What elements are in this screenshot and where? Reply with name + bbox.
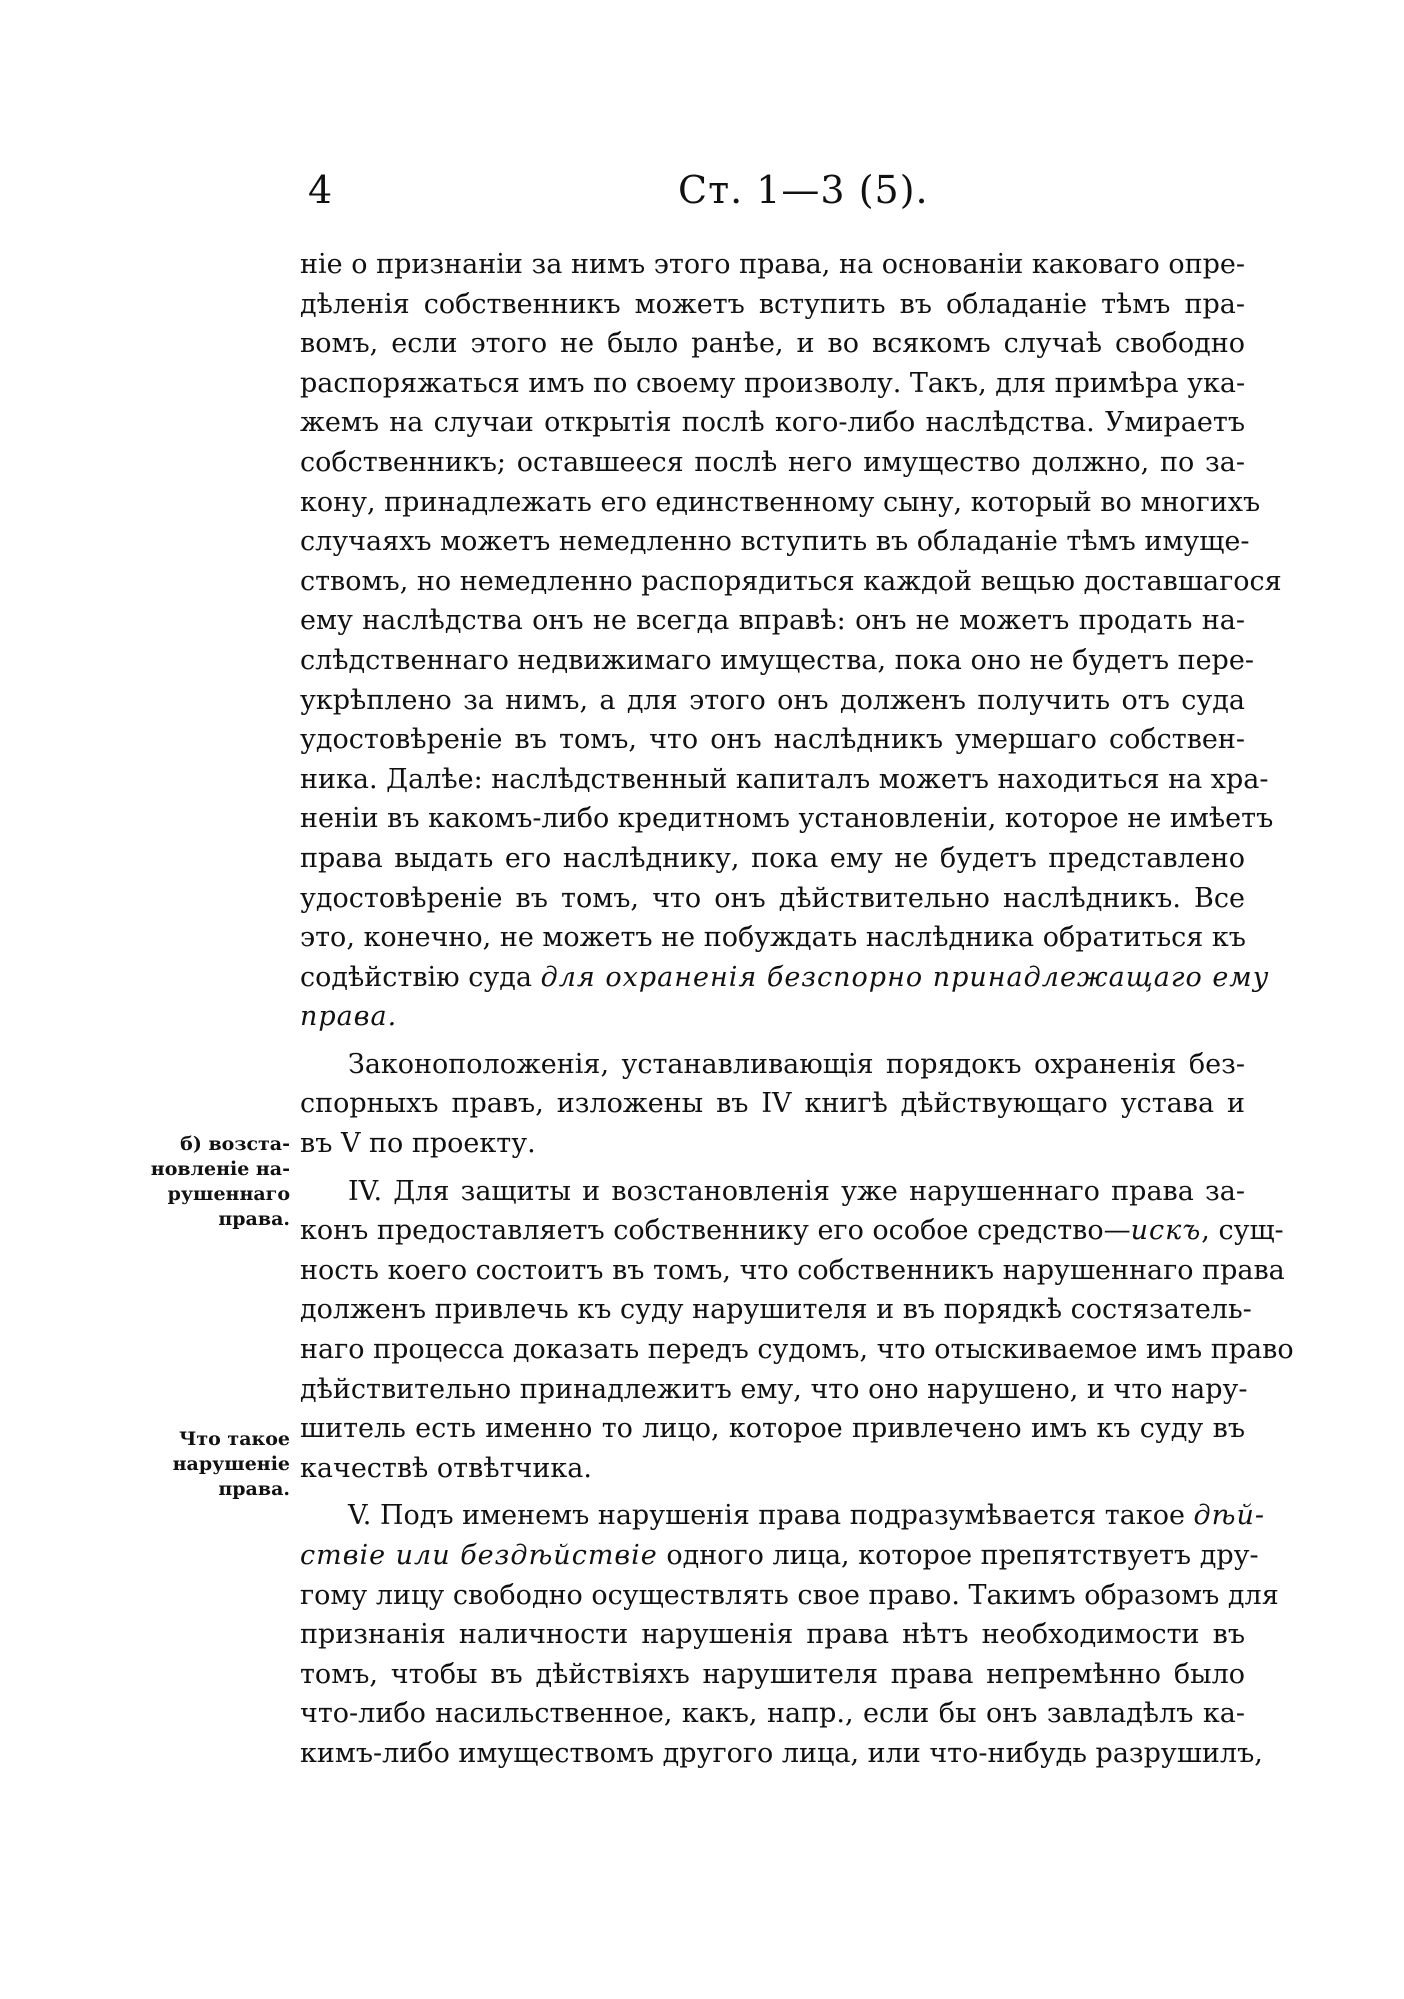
text-line	[300, 997, 1245, 1037]
text-span: конъ предоставляетъ собственнику его особое средство—	[300, 1215, 1131, 1247]
margin-note-line: Что такое	[179, 1428, 290, 1450]
page-number: 4	[308, 168, 333, 212]
text-line: ность коего состоитъ въ томъ, что собственникъ нарушеннаго права	[300, 1254, 1285, 1286]
page-header	[0, 168, 1404, 218]
text-line	[300, 1536, 1259, 1576]
margin-note-line: новленіе на-	[150, 1158, 290, 1180]
text-line: распоряжаться имъ по своему произволу. Такъ, для примѣра ука-	[300, 367, 1246, 399]
margin-note-line: права.	[218, 1478, 290, 1500]
text-line: спорныхъ правъ, изложены въ IV книгѣ дѣйствующаго устава и	[300, 1088, 1245, 1120]
italic-phrase: права.	[300, 1001, 398, 1033]
text-line	[300, 958, 1270, 998]
text-span: содѣйствію суда	[300, 961, 541, 993]
text-line: что-либо насильственное, какъ, напр., если бы онъ завладѣлъ ка-	[300, 1698, 1245, 1730]
text-line: права выдать его наслѣднику, пока ему не будетъ представлено	[300, 842, 1245, 874]
text-line	[300, 1211, 1284, 1251]
text-line: долженъ привлечь къ суду нарушителя и въ порядкѣ состязатель-	[300, 1294, 1252, 1326]
text-line: IV. Для защиты и возстановленія уже нарушеннаго права за-	[348, 1175, 1245, 1207]
paragraph-laws	[300, 1045, 1245, 1164]
text-line: укрѣплено за нимъ, а для этого онъ долженъ получить отъ суда	[300, 684, 1245, 716]
section-iv	[300, 1172, 1294, 1489]
margin-note-line: нарушеніе	[172, 1453, 290, 1475]
text-line: качествѣ отвѣтчика.	[300, 1452, 592, 1484]
running-head: Ст. 1—3 (5).	[678, 168, 929, 212]
text-line: томъ, чтобы въ дѣйствіяхъ нарушителя права непремѣнно было	[300, 1658, 1245, 1690]
text-line: вомъ, если этого не было ранѣе, и во всякомъ случаѣ свободно	[300, 328, 1245, 360]
text-line: ніе о признаніи за нимъ этого права, на основаніи каковаго опре-	[300, 249, 1245, 280]
text-line: неніи въ какомъ-либо кредитномъ установленіи, которое не имѣетъ	[300, 803, 1274, 835]
italic-phrase: для охраненія безспорно принадлежащаго ему	[540, 961, 1270, 993]
text-line: ему наслѣдства онъ не всегда вправѣ: онъ не можетъ продать на-	[300, 605, 1245, 637]
text-line: слѣдственнаго недвижимаго имущества, пока оно не будетъ пере-	[300, 644, 1254, 676]
text-line: наго процесса доказать передъ судомъ, что отыскиваемое имъ право	[300, 1334, 1294, 1366]
section-v	[300, 1496, 1279, 1773]
italic-term: искъ	[1130, 1215, 1202, 1247]
text-line: признанія наличности нарушенія права нѣтъ необходимости въ	[300, 1619, 1245, 1651]
italic-term: дѣй-	[1193, 1500, 1265, 1532]
text-line: жемъ на случаи открытія послѣ кого-либо наслѣдства. Умираетъ	[300, 407, 1245, 439]
margin-note-line: рушеннаго	[167, 1183, 290, 1205]
text-line: это, конечно, не можетъ не побуждать наслѣдника обратиться къ	[300, 922, 1246, 954]
text-line: собственникъ; оставшееся послѣ него имущество должно, по за-	[300, 446, 1245, 478]
text-line: гому лицу свободно осуществлять свое право. Такимъ образомъ для	[300, 1579, 1279, 1611]
text-line: дѣйствительно принадлежитъ ему, что оно нарушено, и что нару-	[300, 1373, 1248, 1405]
text-line: ствомъ, но немедленно распорядиться каждой вещью доставшагося	[300, 565, 1282, 597]
margin-note-line: права.	[218, 1208, 290, 1230]
paragraph-continuation	[300, 245, 1282, 1037]
text-line: дѣленія собственникъ можетъ вступить въ обладаніе тѣмъ пра-	[300, 288, 1245, 320]
margin-note-violation	[130, 1427, 290, 1502]
text-span: , сущ-	[1201, 1215, 1284, 1247]
text-line: Законоположенія, устанавливающія порядокъ охраненія без-	[348, 1048, 1245, 1080]
text-line: удостовѣреніе въ томъ, что онъ дѣйствительно наслѣдникъ. Все	[300, 882, 1245, 914]
text-line: шитель есть именно то лицо, которое привлечено имъ къ суду въ	[300, 1413, 1245, 1445]
text-line: кону, принадлежать его единственному сыну, который во многихъ	[300, 486, 1261, 518]
text-line: ника. Далѣе: наслѣдственный капиталъ можетъ находиться на хра-	[300, 763, 1269, 795]
text-line: кимъ-либо имуществомъ другого лица, или что-нибудь разрушилъ,	[300, 1737, 1263, 1769]
page-body	[300, 245, 1294, 1774]
text-span: V. Подъ именемъ нарушенія права подразумѣвается такое	[348, 1500, 1194, 1532]
italic-term: ствіе или бездѣйствіе	[300, 1540, 658, 1571]
text-line: случаяхъ можетъ немедленно вступить въ обладаніе тѣмъ имуще-	[300, 526, 1250, 558]
margin-note-line: б) возста-	[180, 1133, 290, 1155]
text-span: одного лица, которое препятствуетъ дру-	[657, 1540, 1259, 1571]
text-line: въ V по проекту.	[300, 1128, 536, 1160]
text-line: удостовѣреніе въ томъ, что онъ наслѣдникъ умершаго собствен-	[300, 724, 1245, 756]
margin-note-restoration	[130, 1132, 290, 1232]
text-line	[300, 1496, 1265, 1536]
